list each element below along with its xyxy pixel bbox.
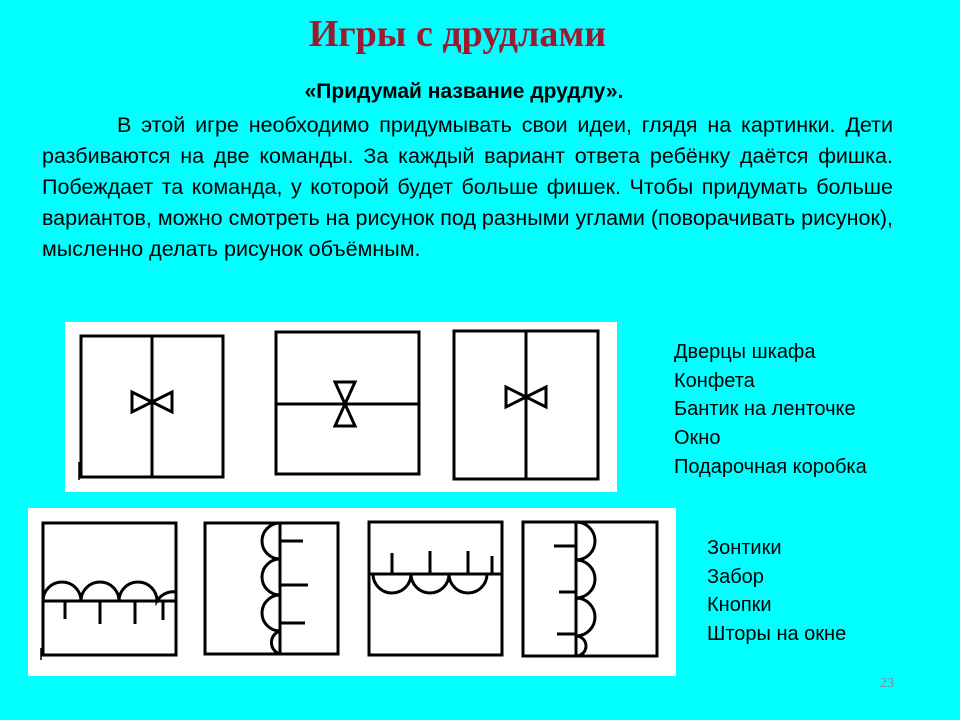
droodle-fence <box>205 523 338 654</box>
answers-list-2 <box>707 534 846 649</box>
answer-item: Окно <box>674 427 721 450</box>
answer-item: Дверцы шкафа <box>674 341 816 363</box>
droodle-panel-1 <box>65 322 617 492</box>
slide-title: Игры с друдлами <box>308 13 607 55</box>
slide-body-text: В этой игре необходимо придумывать свои идеи, глядя на картинки. Дети разбиваются на две команды. За каждый вариант ответа ребёнку даётся фишка. Побеждает та команда, у которой будет больше фишек. Чтобы придумать больше вариантов, можно смотреть на рисунок под разными углами (поворачивать рисунок), мысленно делать рисунок объёмным. <box>42 113 893 261</box>
droodle-pushpins <box>369 522 502 655</box>
answer-item: Подарочная коробка <box>674 455 867 478</box>
answer-item: Забор <box>707 565 764 588</box>
answer-item: Шторы на окне <box>707 623 847 646</box>
answer-item: Зонтики <box>707 537 782 559</box>
droodle-candy-box <box>276 332 419 474</box>
droodle-window-curtains <box>523 522 657 656</box>
answer-item: Бантик на ленточке <box>674 398 856 421</box>
droodle-panel-2 <box>28 508 676 676</box>
droodle-cabinet-doors <box>81 336 223 477</box>
droodle-bow-window <box>454 331 598 479</box>
page-number: 23 <box>880 676 894 691</box>
slide-subtitle: «Придумай название друдлу». <box>304 80 624 103</box>
answer-item: Кнопки <box>707 594 772 617</box>
droodle-umbrellas <box>43 523 176 655</box>
answer-item: Конфета <box>674 369 755 392</box>
answers-list-1 <box>674 338 867 482</box>
